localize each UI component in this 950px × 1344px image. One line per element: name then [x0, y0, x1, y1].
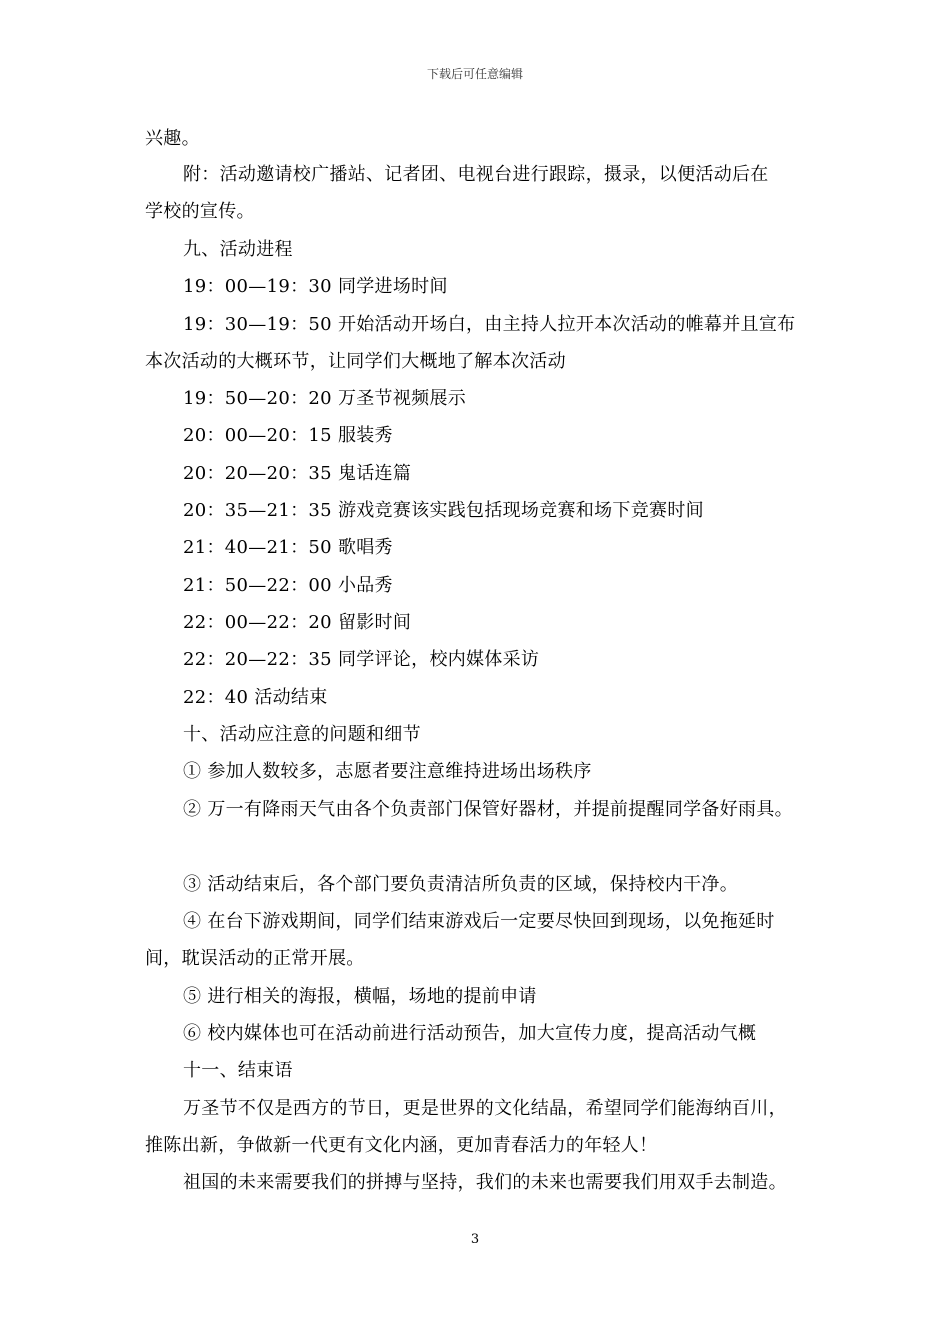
schedule-item: 22：00—22：20 留影时间	[183, 612, 412, 633]
note-item: ⑤ 进行相关的海报，横幅，场地的提前申请	[183, 986, 537, 1007]
schedule-item: 20：00—20：15 服装秀	[183, 425, 393, 446]
page-number: 3	[470, 1232, 480, 1247]
section-heading: 九、活动进程	[183, 239, 293, 260]
note-item-continuation: 间，耽误活动的正常开展。	[145, 948, 365, 969]
schedule-item: 22：40 活动结束	[183, 687, 328, 708]
note-item: ③ 活动结束后，各个部门要负责清洁所负责的区域，保持校内干净。	[183, 874, 739, 895]
note-item: ④ 在台下游戏期间，同学们结束游戏后一定要尽快回到现场，以免拖延时	[183, 911, 775, 932]
note-item: ② 万一有降雨天气由各个负责部门保管好器材，并提前提醒同学备好雨具。	[183, 799, 793, 820]
schedule-item: 22：20—22：35 同学评论，校内媒体采访	[183, 649, 540, 670]
paragraph-line: 学校的宣传。	[145, 201, 255, 222]
paragraph-line: 祖国的未来需要我们的拼搏与坚持，我们的未来也需要我们用双手去制造。	[183, 1172, 787, 1193]
note-item: ① 参加人数较多，志愿者要注意维持进场出场秩序	[183, 761, 592, 782]
paragraph-line: 推陈出新，争做新一代更有文化内涵，更加青春活力的年轻人！	[145, 1135, 658, 1156]
paragraph-line: 附：活动邀请校广播站、记者团、电视台进行跟踪，摄录，以便活动后在	[183, 164, 769, 185]
schedule-item: 21：50—22：00 小品秀	[183, 575, 393, 596]
schedule-item: 19：30—19：50 开始活动开场白，由主持人拉开本次活动的帷幕并且宣布	[183, 314, 796, 335]
section-heading: 十一、结束语	[183, 1060, 293, 1081]
schedule-item-continuation: 本次活动的大概环节，让同学们大概地了解本次活动	[145, 351, 566, 372]
paragraph-line: 万圣节不仅是西方的节日，更是世界的文化结晶，希望同学们能海纳百川，	[183, 1098, 787, 1119]
paragraph-line: 兴趣。	[145, 128, 200, 149]
schedule-item: 19：00—19：30 同学进场时间	[183, 276, 448, 297]
section-heading: 十、活动应注意的问题和细节	[183, 724, 421, 745]
schedule-item: 20：20—20：35 鬼话连篇	[183, 463, 412, 484]
schedule-item: 19：50—20：20 万圣节视频展示	[183, 388, 467, 409]
schedule-item: 21：40—21：50 歌唱秀	[183, 537, 393, 558]
schedule-item: 20：35—21：35 游戏竞赛该实践包括现场竞赛和场下竞赛时间	[183, 500, 704, 521]
note-item: ⑥ 校内媒体也可在活动前进行活动预告，加大宣传力度，提高活动气概	[183, 1023, 757, 1044]
page-header-note: 下载后可任意编辑	[426, 67, 523, 81]
